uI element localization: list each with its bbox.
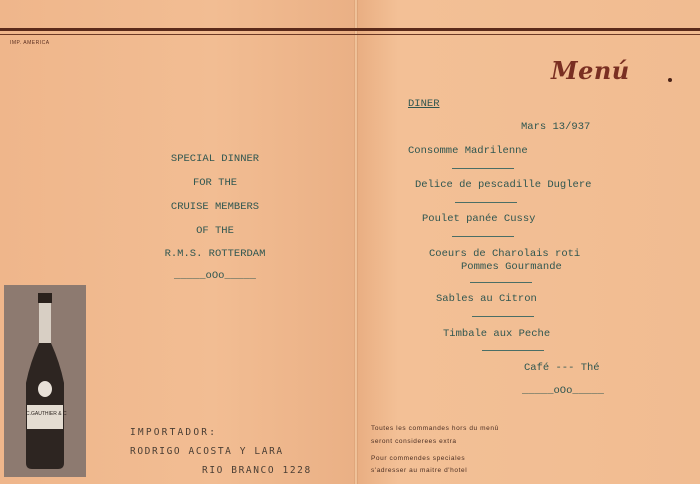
course-3: Poulet panée Cussy <box>422 213 536 225</box>
course-5: Sables au Citron <box>436 293 537 305</box>
course-2: Delice de pescadille Duglere <box>415 179 592 191</box>
top-rule <box>0 28 700 31</box>
section-heading: DINER <box>408 98 440 110</box>
course-divider <box>452 168 514 169</box>
printer-mark: IMP. AMERICA <box>10 40 50 46</box>
course-divider <box>452 236 514 237</box>
menu-title: Menú <box>551 56 630 85</box>
course-divider <box>482 350 544 351</box>
special-line-5: R.M.S. ROTTERDAM <box>164 248 266 260</box>
page-fold <box>354 0 358 484</box>
note-line-2: seront considerees extra <box>371 438 457 445</box>
special-line-3: CRUISE MEMBERS <box>170 201 260 213</box>
special-line-4: OF THE <box>196 225 234 237</box>
course-divider <box>455 202 517 203</box>
note-line-4: s'adresser au maitre d'hotel <box>371 467 468 474</box>
right-page <box>357 0 700 484</box>
note-line-3: Pour commendes speciales <box>371 455 466 462</box>
special-line-2: FOR THE <box>192 177 238 189</box>
champagne-bottle-image <box>4 285 86 477</box>
bottle-label-text: C.GAUTHIER & C <box>26 411 67 417</box>
course-1: Consomme Madrilenne <box>408 145 528 157</box>
bottle-icon <box>20 293 70 471</box>
course-divider <box>470 282 532 283</box>
note-line-1: Toutes les commandes hors du menû <box>371 425 499 432</box>
course-7: Café --- Thé <box>524 362 600 374</box>
course-4: Coeurs de Charolais roti <box>429 248 581 260</box>
decorative-dot <box>668 78 672 82</box>
course-divider <box>472 316 534 317</box>
special-separator: _____oOo_____ <box>174 270 256 282</box>
special-line-1: SPECIAL DINNER <box>170 153 260 165</box>
importer-name: RODRIGO ACOSTA Y LARA <box>130 446 284 457</box>
course-4-garnish: Pommes Gourmande <box>461 261 562 273</box>
top-rule-thin <box>0 34 700 35</box>
menu-date: Mars 13/937 <box>521 121 591 133</box>
course-6: Timbale aux Peche <box>443 328 551 340</box>
menu-separator: _____oOo_____ <box>522 385 604 397</box>
importer-title: IMPORTADOR: <box>130 427 218 438</box>
importer-address: RIO BRANCO 1228 <box>202 465 312 476</box>
